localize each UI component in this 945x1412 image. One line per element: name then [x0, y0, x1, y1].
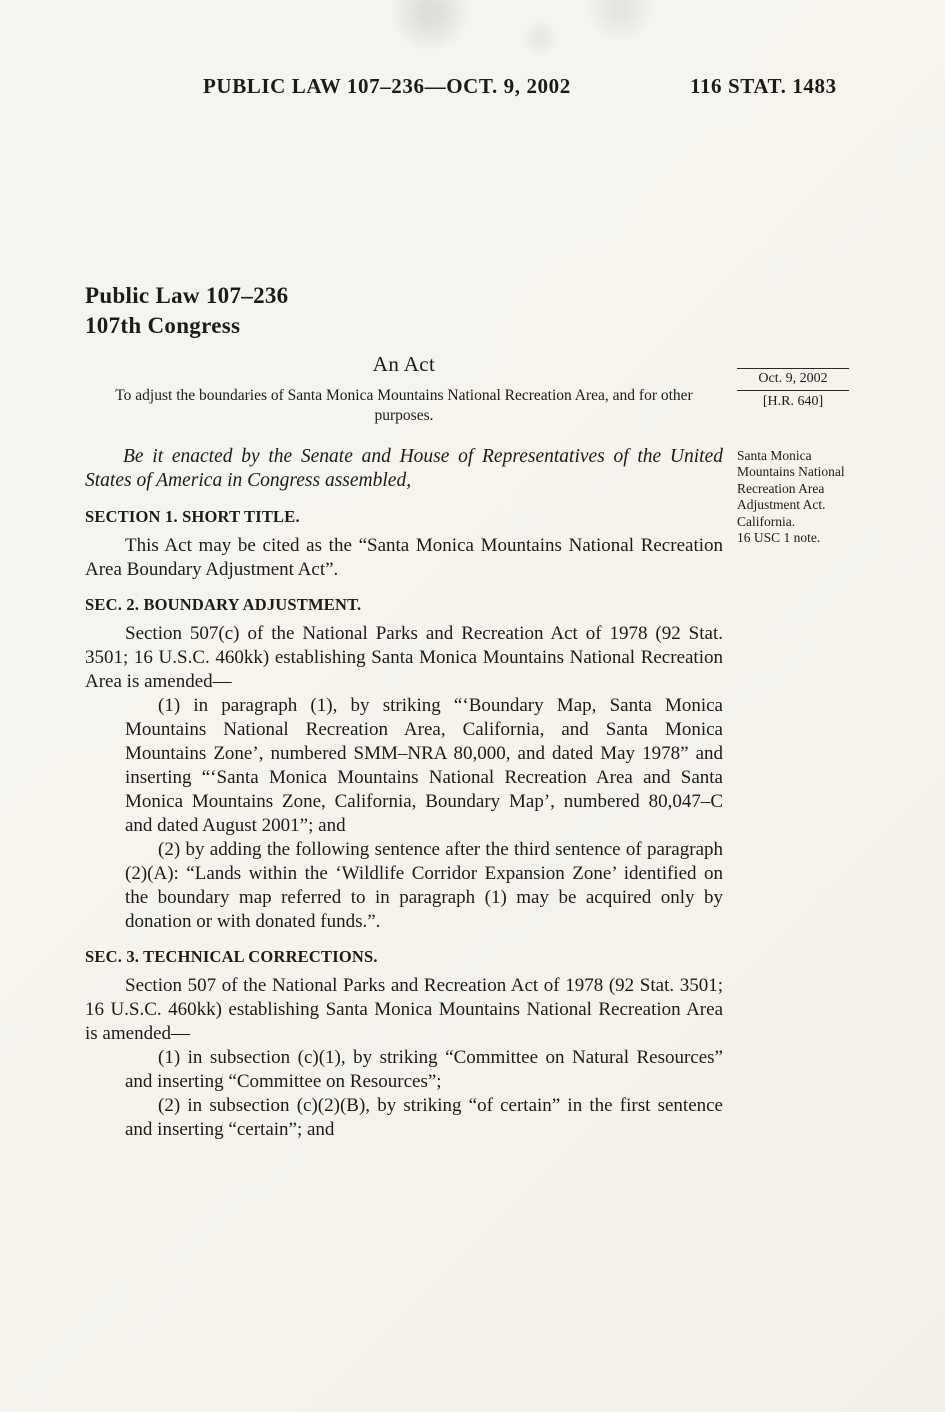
law-number-heading: Public Law 107–236: [85, 283, 289, 308]
section-1-heading: SECTION 1. SHORT TITLE.: [85, 506, 300, 526]
act-purpose: To adjust the boundaries of Santa Monica Mountains National Recreation Area, and for other purposes.: [115, 387, 693, 425]
statute-subparagraph: (1) in paragraph (1), by striking “‘Boundary Map, Santa Monica Mountains National Recreation Area, California, and Santa Monica Mountains Zone’, numbered SMM–NRA 80,000, and dated May 1978” and inserting “‘Santa Monica Mountains National Recreation Area and Santa Monica Mountains Zone, California, Boundary Map’, numbered 80,047–C and dated August 2001”; and: [125, 694, 723, 836]
act-heading: An Act: [372, 352, 436, 377]
congress-heading: 107th Congress: [85, 312, 241, 338]
statute-subparagraph: (2) in subsection (c)(2)(B), by striking “of certain” in the first sentence and inserting “certain”; and: [125, 1094, 723, 1140]
running-head: [0, 74, 945, 104]
running-head-stat-citation: 116 STAT. 1483: [690, 74, 837, 98]
statute-paragraph: Section 507(c) of the National Parks and Recreation Act of 1978 (92 Stat. 3501; 16 U.S.C. 460kk) establishing Santa Monica Mountains National Recreation Area is amended—: [85, 622, 723, 692]
margin-note-bill-number: [H.R. 640]: [762, 394, 824, 409]
statute-subparagraph: (1) in subsection (c)(1), by striking “Committee on Natural Resources” and inserting “Committee on Resources”;: [125, 1046, 723, 1092]
statute-subparagraph: (2) by adding the following sentence after the third sentence of paragraph (2)(A): “Lands within the ‘Wildlife Corridor Expansion Zone’ identified on the boundary map referred to in paragraph (1) may be acquired only by donation or with donated funds.”.: [125, 838, 723, 932]
margin-note-usc: 16 USC 1 note.: [737, 530, 821, 546]
margin-note-date: Oct. 9, 2002: [737, 368, 849, 391]
running-head-law-citation: PUBLIC LAW 107–236—OCT. 9, 2002: [203, 74, 571, 98]
margin-note-state: California.: [737, 513, 796, 529]
section-3-heading: SEC. 3. TECHNICAL CORRECTIONS.: [85, 946, 378, 966]
margin-note-date-block: [737, 368, 849, 410]
enacting-clause: Be it enacted by the Senate and House of Representatives of the United States of America in Congress assembled,: [85, 445, 723, 492]
main-text-column: [85, 282, 723, 1142]
margin-note-short-title: Santa Monica Mountains National Recreation Area Adjustment Act.: [737, 448, 845, 513]
statute-paragraph: Section 507 of the National Parks and Recreation Act of 1978 (92 Stat. 3501; 16 U.S.C. 460kk) establishing Santa Monica Mountains National Recreation Area is amended—: [85, 974, 723, 1044]
section-2-heading: SEC. 2. BOUNDARY ADJUSTMENT.: [85, 594, 362, 614]
margin-note-short-title-block: [737, 448, 859, 547]
statute-paragraph: This Act may be cited as the “Santa Monica Mountains National Recreation Area Boundary Adjustment Act”.: [85, 534, 723, 580]
